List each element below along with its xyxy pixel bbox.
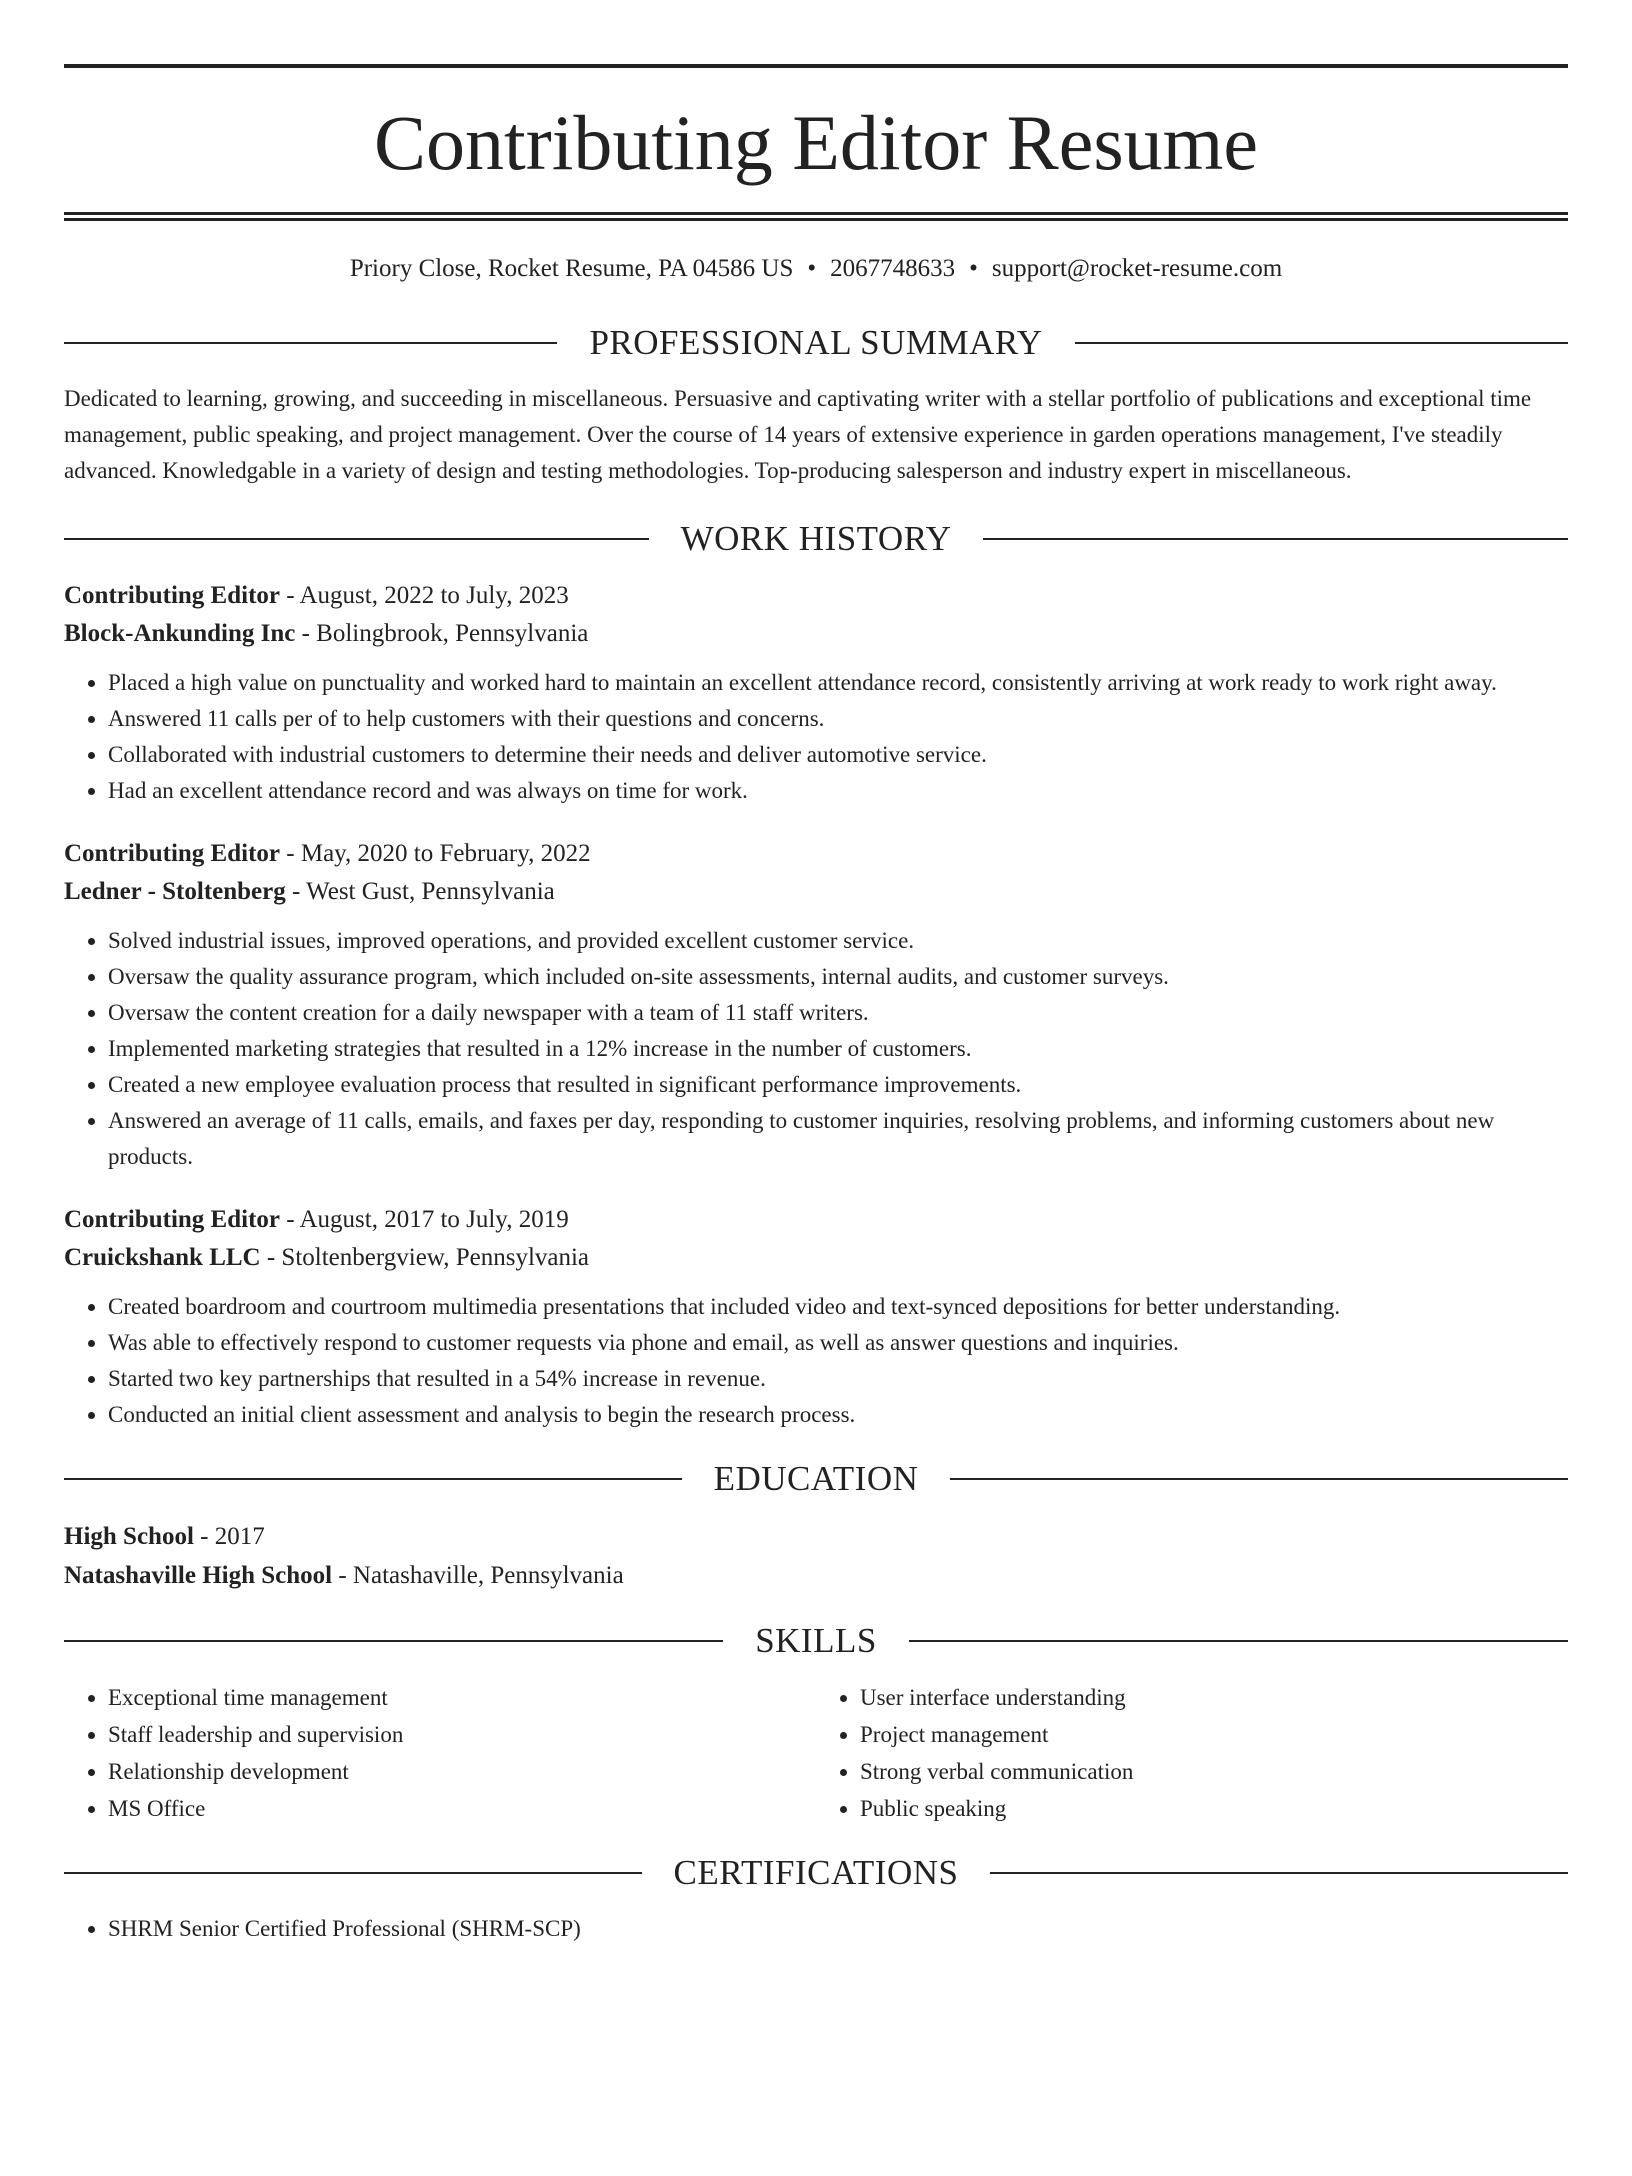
skill-item: • Strong verbal communication xyxy=(860,1753,1568,1790)
section-rule-left xyxy=(64,1872,642,1874)
section-rule-left xyxy=(64,1478,682,1480)
resume-page xyxy=(0,64,1632,2176)
job-bullet: • Solved industrial issues, improved operations, and provided excellent customer service. xyxy=(108,923,1568,959)
certifications-list xyxy=(64,1911,1568,1947)
job-bullet: • Conducted an initial client assessment and analysis to begin the research process. xyxy=(108,1397,1568,1433)
job-location: - Bolingbrook, Pennsylvania xyxy=(295,620,589,647)
job-bullets xyxy=(64,665,1568,809)
section-rule-right xyxy=(950,1478,1568,1480)
education-location: - Natashaville, Pennsylvania xyxy=(332,1562,624,1589)
contact-line xyxy=(64,255,1568,283)
job-company-line xyxy=(64,873,1568,911)
job-bullet: • Oversaw the quality assurance program, which included on-site assessments, internal audits, and customer surveys. xyxy=(108,959,1568,995)
skills-grid xyxy=(64,1679,1568,1827)
contact-separator: • xyxy=(807,255,817,282)
skill-item: • User interface understanding xyxy=(860,1679,1568,1716)
section-header-summary xyxy=(64,323,1568,363)
education-degree: High School xyxy=(64,1523,194,1550)
skill-item: • Public speaking xyxy=(860,1790,1568,1827)
job-bullet: • Implemented marketing strategies that resulted in a 12% increase in the number of customers. xyxy=(108,1031,1568,1067)
job-title-line xyxy=(64,1201,1568,1239)
section-rule-right xyxy=(983,538,1568,540)
job-company: Cruickshank LLC xyxy=(64,1244,261,1271)
contact-phone: 2067748633 xyxy=(830,255,956,282)
skill-item: • Exceptional time management xyxy=(108,1679,816,1716)
job-title: Contributing Editor xyxy=(64,582,281,609)
job-bullet: • Answered an average of 11 calls, emails, and faxes per day, responding to customer inquiries, resolving problems, and informing customers about new products. xyxy=(108,1103,1568,1175)
skill-item: • Project management xyxy=(860,1716,1568,1753)
job-entry xyxy=(64,835,1568,1175)
summary-text: Dedicated to learning, growing, and succeeding in miscellaneous. Persuasive and captivating writer with a stellar portfolio of publications and exceptional time management, public speaking, and project management. Over the course of 14 years of extensive experience in garden operations management, I've steadily advanced. Knowledgable in a variety of design and testing methodologies. Top-producing salesperson and industry expert in miscellaneous. xyxy=(64,386,1532,483)
section-rule-right xyxy=(909,1640,1568,1642)
skill-item: • Relationship development xyxy=(108,1753,816,1790)
job-bullet: • Placed a high value on punctuality and worked hard to maintain an excellent attendance record, consistently arriving at work ready to work right away. xyxy=(108,665,1568,701)
section-header-work xyxy=(64,519,1568,559)
job-company: Block-Ankunding Inc xyxy=(64,620,296,647)
job-title-line xyxy=(64,835,1568,873)
job-entry xyxy=(64,1201,1568,1433)
certification-item: • SHRM Senior Certified Professional (SHRM-SCP) xyxy=(108,1911,1568,1947)
section-rule-left xyxy=(64,1640,723,1642)
job-dates: - August, 2017 to July, 2019 xyxy=(280,1206,569,1233)
contact-address: Priory Close, Rocket Resume, PA 04586 US xyxy=(349,255,794,282)
job-bullet: • Collaborated with industrial customers to determine their needs and deliver automotive service. xyxy=(108,737,1568,773)
section-title-skills: SKILLS xyxy=(755,1621,877,1660)
job-location: - West Gust, Pennsylvania xyxy=(285,878,555,905)
section-title-summary: PROFESSIONAL SUMMARY xyxy=(589,323,1043,362)
job-title-line xyxy=(64,577,1568,615)
skill-item: • MS Office xyxy=(108,1790,816,1827)
section-title-work: WORK HISTORY xyxy=(680,519,952,558)
education-entry xyxy=(64,1517,1568,1595)
job-bullet: • Was able to effectively respond to customer requests via phone and email, as well as answer questions and inquiries. xyxy=(108,1325,1568,1361)
contact-email: support@rocket-resume.com xyxy=(991,255,1283,282)
job-dates: - August, 2022 to July, 2023 xyxy=(280,582,569,609)
job-dates: - May, 2020 to February, 2022 xyxy=(280,840,591,867)
section-rule-left xyxy=(64,538,649,540)
section-header-skills xyxy=(64,1621,1568,1661)
section-header-education xyxy=(64,1459,1568,1499)
header-double-rule xyxy=(64,212,1568,221)
job-bullet: • Had an excellent attendance record and was always on time for work. xyxy=(108,773,1568,809)
work-history-list xyxy=(64,577,1568,1433)
skill-item: • Staff leadership and supervision xyxy=(108,1716,816,1753)
education-degree-line xyxy=(64,1517,1568,1556)
section-header-certifications xyxy=(64,1853,1568,1893)
job-company-line xyxy=(64,1239,1568,1277)
job-title: Contributing Editor xyxy=(64,1206,281,1233)
job-bullets xyxy=(64,1289,1568,1433)
job-bullet: • Created a new employee evaluation process that resulted in significant performance improvements. xyxy=(108,1067,1568,1103)
section-rule-left xyxy=(64,342,557,344)
resume-title: Contributing Editor Resume xyxy=(374,99,1258,186)
job-bullet: • Oversaw the content creation for a daily newspaper with a team of 11 staff writers. xyxy=(108,995,1568,1031)
job-location: - Stoltenbergview, Pennsylvania xyxy=(260,1244,590,1271)
section-rule-right xyxy=(1075,342,1568,344)
skills-column-right xyxy=(816,1679,1568,1827)
job-bullets xyxy=(64,923,1568,1175)
job-bullet: • Created boardroom and courtroom multimedia presentations that included video and text-synced depositions for better understanding. xyxy=(108,1289,1568,1325)
education-school-line xyxy=(64,1556,1568,1595)
skills-column-left xyxy=(64,1679,816,1827)
job-title: Contributing Editor xyxy=(64,840,281,867)
job-entry xyxy=(64,577,1568,809)
contact-separator: • xyxy=(969,255,978,282)
education-school: Natashaville High School xyxy=(64,1562,333,1589)
section-title-education: EDUCATION xyxy=(713,1459,919,1498)
job-company-line xyxy=(64,615,1568,653)
section-rule-right xyxy=(990,1872,1568,1874)
job-company: Ledner - Stoltenberg xyxy=(64,878,286,905)
education-year: - 2017 xyxy=(193,1523,265,1550)
job-bullet: • Started two key partnerships that resulted in a 54% increase in revenue. xyxy=(108,1361,1568,1397)
section-title-certifications: CERTIFICATIONS xyxy=(673,1853,959,1892)
header-top-rule xyxy=(64,64,1568,68)
job-bullet: • Answered 11 calls per of to help customers with their questions and concerns. xyxy=(108,701,1568,737)
